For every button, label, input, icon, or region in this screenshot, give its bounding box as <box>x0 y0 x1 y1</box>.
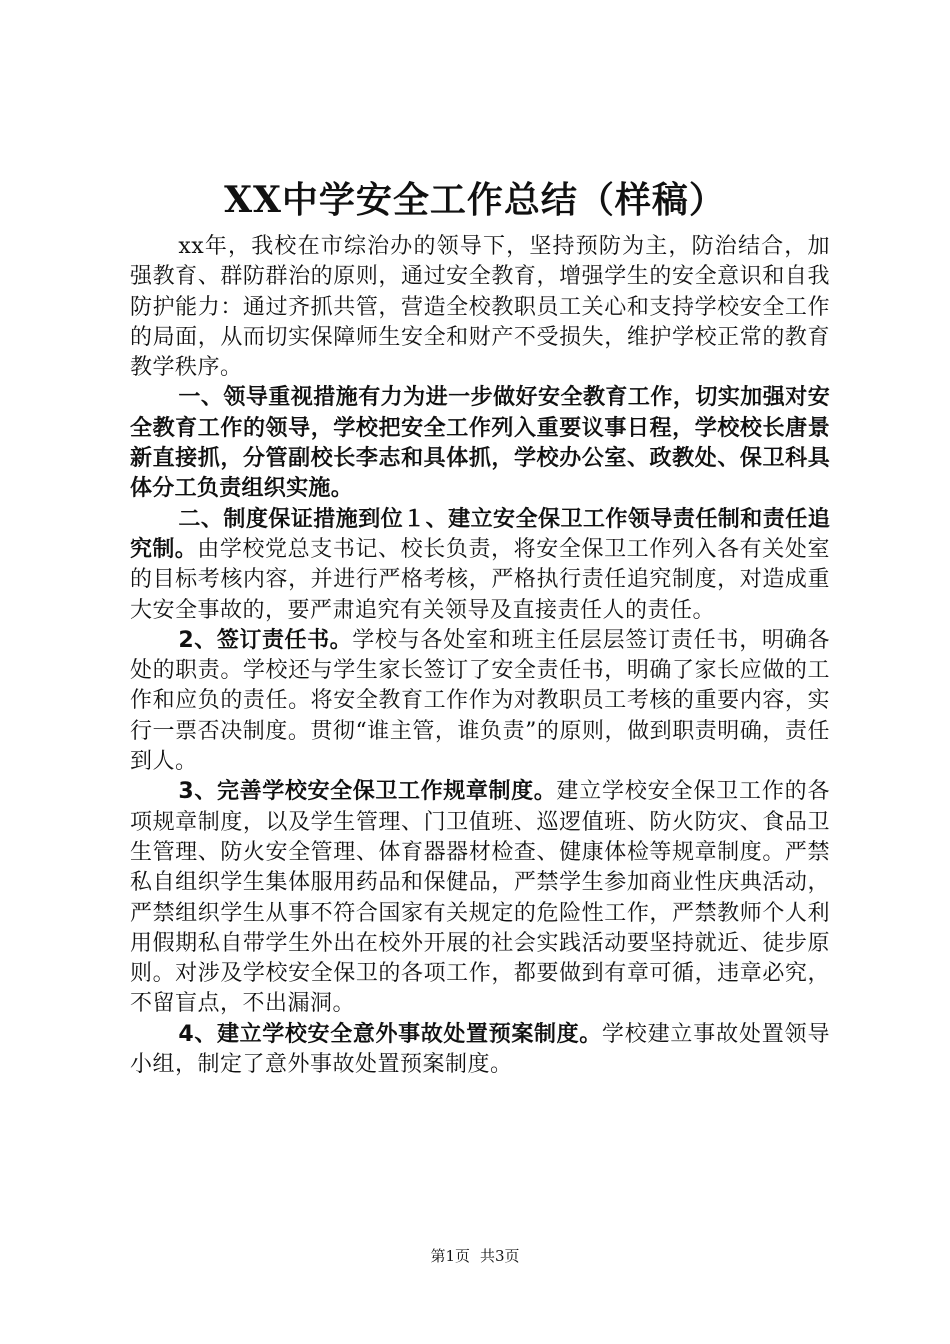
document-title: XX中学安全工作总结（样稿） <box>224 179 726 221</box>
paragraph-text: 由学校党总支书记、校长负责，将安全保卫工作列入各有关处室的目标考核内容，并进行严格考核，严格执行责任追究制度，对造成重大安全事故的，要严肃追究有关领导及直接责任人的责任。 <box>130 536 830 623</box>
paragraph-item-4 <box>130 1020 830 1081</box>
paragraph-heading: 3、完善学校安全保卫工作规章制度。 <box>178 779 557 805</box>
page-number: 第1页 <box>430 1247 470 1265</box>
page-footer <box>0 1246 950 1266</box>
paragraph-section-2 <box>130 505 830 626</box>
paragraph-text: xx年，我校在市综治办的领导下，坚持预防为主，防治结合，加强教育、群防群治的原则，通过安全教育，增强学生的安全意识和自我防护能力：通过齐抓共管，营造全校教职员工关心和支持学校安全工作的局面，从而切实保障师生安全和财产不受损失，维护学校正常的教育教学秩序。 <box>130 234 830 381</box>
paragraph-intro <box>130 232 830 383</box>
document-body <box>130 232 830 1080</box>
paragraph-section-1 <box>130 383 830 504</box>
page-total: 共3页 <box>480 1247 520 1265</box>
paragraph-item-3 <box>130 777 830 1019</box>
paragraph-text: 学校与各处室和班主任层层签订责任书，明确各处的职责。学校还与学生家长签订了安全责任书，明确了家长应做的工作和应负的责任。将安全教育工作作为对教职员工考核的重要内容，实行一票否决制度。贯彻“谁主管，谁负责”的原则，做到职责明确，责任到人。 <box>130 627 830 775</box>
paragraph-item-2 <box>130 626 830 777</box>
paragraph-heading: 4、建立学校安全意外事故处置预案制度。 <box>178 1021 602 1047</box>
paragraph-heading: 一、领导重视措施有力为进一步做好安全教育工作，切实加强对安全教育工作的领导，学校把安全工作列入重要议事日程，学校校长唐景新直接抓，分管副校长李志和具体抓，学校办公室、政教处、保卫科具体分工负责组织实施。 <box>130 385 830 502</box>
paragraph-heading: 二、制度保证措施到位１、建立安全保卫工作领导责任制和责任追究制。 <box>130 506 830 562</box>
paragraph-text: 学校建立事故处置领导小组，制定了意外事故处置预案制度。 <box>130 1021 830 1078</box>
paragraph-text: 建立学校安全保卫工作的各项规章制度，以及学生管理、门卫值班、巡逻值班、防火防灾、食品卫生管理、防火安全管理、体育器器材检查、健康体检等规章制度。严禁私自组织学生集体服用药品和保健品，严禁学生参加商业性庆典活动，严禁组织学生从事不符合国家有关规定的危险性工作，严禁教师个人利用假期私自带学生外出在校外开展的社会实践活动要坚持就近、徒步原则。对涉及学校安全保卫的各项工作，都要做到有章可循，违章必究，不留盲点，不出漏洞。 <box>130 779 830 1017</box>
paragraph-heading: 2、签订责任书。 <box>178 627 353 653</box>
